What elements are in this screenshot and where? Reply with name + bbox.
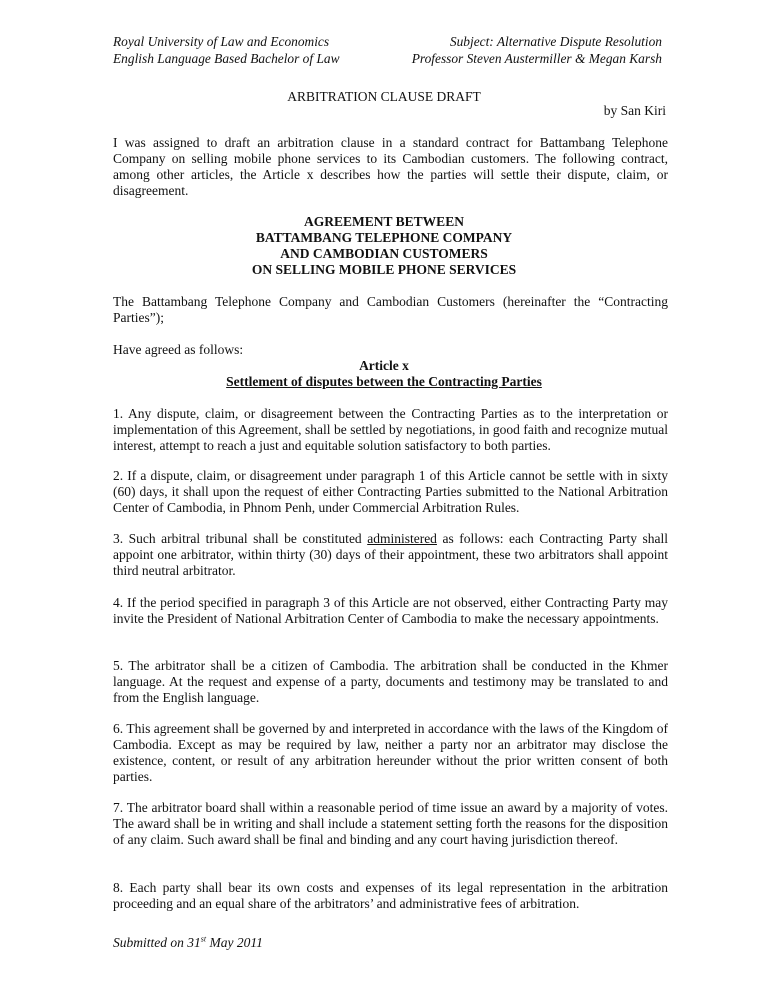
professors-line: Professor Steven Austermiller & Megan Karsh: [411, 51, 662, 66]
paragraph-3-text: as follows: each Contracting Party shall appoint one arbitrator, within thirty (30) days of their appointment, these two arbitrators shall appoint third neutral arbitrator.: [113, 531, 668, 578]
agreement-title-line: BATTAMBANG TELEPHONE COMPANY: [255, 230, 513, 245]
article-subheading: Settlement of disputes between the Contracting Parties: [226, 374, 542, 389]
paragraph-4: 4. If the period specified in paragraph 3 of this Article are not observed, either Contracting Party may invite the President of National Arbitration Center of Cambodia to make the necessary appointments.: [113, 595, 668, 626]
date-ordinal: st: [200, 934, 207, 944]
agreement-title-line: ON SELLING MOBILE PHONE SERVICES: [251, 262, 517, 277]
article-subheading-wrap: [0, 374, 768, 390]
agreement-title-line: AGREEMENT BETWEEN: [304, 214, 464, 229]
paragraph-2: 2. If a dispute, claim, or disagreement under paragraph 1 of this Article cannot be settle with in sixty (60) days, it shall upon the request of either Contracting Parties submitted to the National Arbitration Center of Cambodia, in Phnom Penh, under Commercial Arbitration Rules.: [113, 468, 668, 515]
document-title: ARBITRATION CLAUSE DRAFT: [287, 89, 481, 104]
author-byline: by San Kiri: [603, 103, 666, 118]
paragraph-1: 1. Any dispute, claim, or disagreement between the Contracting Parties as to the interpretation or implementation of this Agreement, shall be settled by negotiations, in good faith and recognize mutual interest, attempt to reach a just and equitable solution satisfactory to both parties.: [113, 406, 668, 453]
agreement-title: [0, 214, 768, 278]
subject-line: Subject: Alternative Dispute Resolution: [449, 34, 662, 49]
paragraph-6: 6. This agreement shall be governed by and interpreted in accordance with the laws of the Kingdom of Cambodia. Except as may be required by law, neither a party nor an arbitrator may disclose the existence, content, or result of any arbitration hereunder without the prior written consent of both parties.: [113, 721, 668, 784]
paragraph-3: [113, 531, 668, 579]
underlined-word: administered: [367, 531, 437, 546]
paragraph-8: 8. Each party shall bear its own costs and expenses of its legal representation in the arbitration proceeding and an equal share of the arbitrators’ and administrative fees of arbitration.: [113, 880, 668, 911]
university-name: Royal University of Law and Economics: [113, 34, 330, 49]
paragraph-3-text: 3. Such arbitral tribunal shall be constituted: [113, 531, 368, 546]
article-heading: Article x: [359, 358, 409, 373]
parties-paragraph: The Battambang Telephone Company and Cambodian Customers (hereinafter the “Contracting Parties”);: [113, 294, 668, 325]
submission-date: [113, 935, 263, 951]
program-name: English Language Based Bachelor of Law: [113, 51, 340, 66]
page-header: [113, 33, 662, 67]
submission-date-suffix: May 2011: [206, 935, 263, 950]
agreement-title-line: AND CAMBODIAN CUSTOMERS: [280, 246, 488, 261]
intro-paragraph: I was assigned to draft an arbitration clause in a standard contract for Battambang Telephone Company on selling mobile phone services to its Cambodian customers. The following contract, among other articles, the Article x describes how the parties will settle their dispute, claim, or disagreement.: [113, 135, 668, 198]
paragraph-5: 5. The arbitrator shall be a citizen of Cambodia. The arbitration shall be conducted in the Khmer language. At the request and expense of a party, documents and testimony may be translated to and from the English language.: [113, 658, 668, 705]
agreed-paragraph: Have agreed as follows:: [113, 342, 244, 357]
paragraph-7: 7. The arbitrator board shall within a reasonable period of time issue an award by a majority of votes. The award shall be in writing and shall include a statement setting forth the reasons for the disposition of any claim. Such award shall be final and binding and any court having jurisdiction thereof.: [113, 800, 668, 847]
submission-date-prefix: Submitted on 31: [113, 935, 201, 950]
